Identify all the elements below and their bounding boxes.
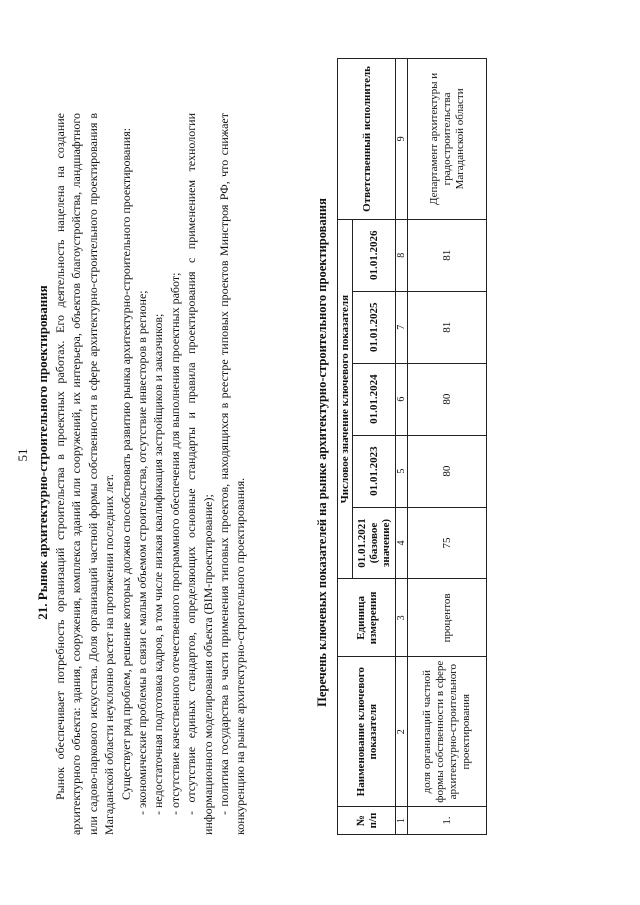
header-year: 01.01.2024: [353, 363, 396, 435]
column-number: 7: [396, 291, 408, 363]
row-num: 1.: [408, 807, 487, 835]
problem-item: - отсутствие качественного отечественного программного обеспечения для выполнения проектных работ;: [167, 272, 182, 815]
row-value: 81: [408, 219, 487, 291]
header-year: 01.01.2025: [353, 291, 396, 363]
header-group: Числовое значение ключевого показателя: [338, 219, 353, 579]
column-number: 9: [396, 59, 408, 220]
header-name: Наименование ключевого показателя: [338, 657, 396, 807]
problem-item: - экономические проблемы в связи с малым объемом строительства, отсутствие инвесторов в регионе;: [135, 290, 150, 815]
column-number: 5: [396, 435, 408, 507]
section-heading: 21. Рынок архитектурно-строительного проектирования: [35, 285, 50, 620]
problem-item: - политика государства в части применения типовых проектов, находящихся в реестре типовых проектов Минстроя РФ, что снижает конкуренцию на рынке архитектурно-строительного проектирования.: [217, 113, 248, 835]
row-value: 75: [408, 507, 487, 579]
table-row: [408, 59, 487, 835]
column-number: 6: [396, 363, 408, 435]
kpi-table: [337, 58, 487, 835]
row-value: 80: [408, 363, 487, 435]
header-unit: Единица измерения: [338, 579, 396, 657]
column-number: 3: [396, 579, 408, 657]
table-title: Перечень ключевых показателей на рынке архитектурно-строительного проектирования: [315, 198, 329, 707]
page-number: 51: [15, 448, 30, 462]
paragraph-problems: Существует ряд проблем, решение которых должно способствовать развитию рынка архитектурно-строительного проектирования:: [118, 127, 133, 800]
header-num: № п/п: [338, 807, 396, 835]
paragraph-intro: Рынок обеспечивает потребность организаций строительства в проектных работах. Его деятельность нацелена на создание архитектурного объекта: здания, сооружения, комплекса зданий или сооружений, их интерьера, объектов благоустройства, ландшафтного или садово-паркового искусства. Доля организаций частной формы собственности в сфере архитектурно-строительного проектирования в Магаданской области неуклонно растет на протяжении последних лет.: [53, 113, 117, 835]
column-number-row: [396, 59, 408, 835]
column-number: 1: [396, 807, 408, 835]
body-text: [52, 113, 249, 835]
header-year: 01.01.2021 (базовое значение): [353, 507, 396, 579]
row-responsible: Департамент архитектуры и градостроительства Магаданской области: [408, 59, 487, 220]
problem-item: - отсутствие единых стандартов, определяющих основные стандарты и правила проектирования с применением технологии информационного моделирования объекта (BIM-проектирование);: [184, 113, 215, 835]
row-name: доля организаций частной формы собственности в сфере архитектурно-строительного проектирования: [408, 657, 487, 807]
column-number: 8: [396, 219, 408, 291]
header-responsible: Ответственный исполнитель: [338, 59, 396, 220]
header-year: 01.01.2023: [353, 435, 396, 507]
column-number: 2: [396, 657, 408, 807]
row-unit: процентов: [408, 579, 487, 657]
column-number: 4: [396, 507, 408, 579]
problem-item: - недостаточная подготовка кадров, в том числе низкая квалификация застройщиков и заказчиков;: [151, 313, 166, 815]
header-year: 01.01.2026: [353, 219, 396, 291]
row-value: 80: [408, 435, 487, 507]
row-value: 81: [408, 291, 487, 363]
